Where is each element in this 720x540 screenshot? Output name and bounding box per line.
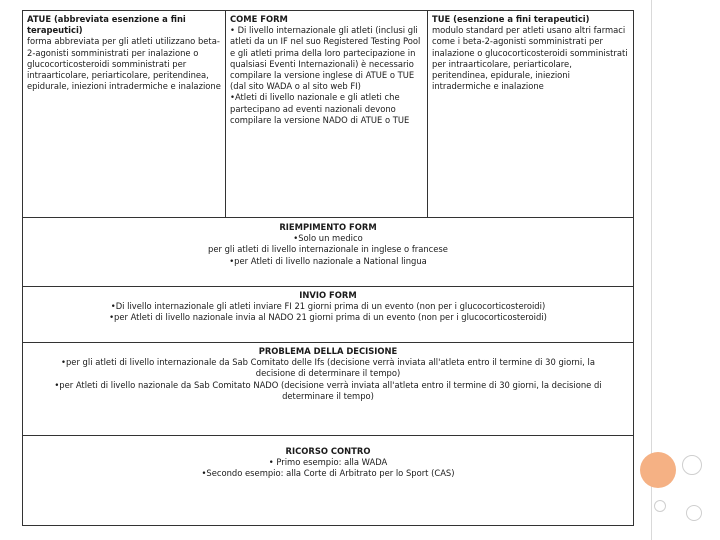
tue-body: modulo standard per atleti usano altri farmaci come i beta-2-agonisti somministrati per inalazione o glucocorticosteroidi somministrati per intraarticolare, periarticolare, peritendinea, epidurale, iniezioni intradermiche e inalazione: [432, 25, 628, 92]
decisione-line: •per gli atleti di livello internazionale da Sab Comitato delle Ifs (decisione verrà inviata all'atleta entro il termine di 30 giorni, la decisione di determinare il tempo): [61, 357, 595, 379]
decisione-cell: [23, 343, 633, 435]
invio-title: INVIO FORM: [299, 290, 357, 300]
form-types-row: [23, 11, 633, 218]
atue-body: forma abbreviata per gli atleti utilizzano beta-2-agonisti somministrati per inalazione o glucocorticosteroidi somministrati per intraarticolare, periarticolare, peritendinea, epidurale, iniezioni intradermiche e inalazione: [27, 36, 221, 92]
decorative-orange-circle: [640, 452, 676, 488]
invio-line: •per Atleti di livello nazionale invia al NADO 21 giorni prima di un evento (non per i glucocorticosteroidi): [109, 312, 547, 323]
riempimento-cell: [23, 218, 633, 286]
come-form-national: •Atleti di livello nazionale e gli atleti che partecipano ad eventi nazionali devono compilare la versione NADO di ATUE o TUE: [230, 92, 410, 125]
decisione-row: [23, 343, 633, 436]
tue-title: TUE (esenzione a fini terapeutici): [432, 14, 590, 24]
riempimento-line: •per Atleti di livello nazionale a National lingua: [229, 255, 427, 266]
riempimento-title: RIEMPIMENTO FORM: [279, 222, 377, 232]
decisione-line: •per Atleti di livello nazionale da Sab Comitato NADO (decisione verrà inviata all'atleta entro il termine di 30 giorni, la decisione di determinare il tempo): [54, 379, 602, 401]
ricorso-title: RICORSO CONTRO: [285, 446, 371, 456]
atue-title: ATUE (abbreviata esenzione a fini terapeutici): [27, 14, 186, 36]
riempimento-line: per gli atleti di livello internazionale in inglese o francese: [208, 244, 448, 255]
riempimento-line: •Solo un medico: [293, 233, 363, 244]
come-form-international: • Di livello internazionale gli atleti (inclusi gli atleti da un IF nel suo Registered Testing Pool e gli atleti prima della loro partecipazione in qualsiasi Eventi Internazionali) è necessario compilare la versione inglese di ATUE o TUE (dal sito WADA o al sito web FI): [230, 25, 421, 92]
atue-cell: [23, 11, 226, 217]
decisione-title: PROBLEMA DELLA DECISIONE: [258, 346, 398, 356]
invio-row: [23, 287, 633, 343]
decorative-ring: [682, 455, 702, 475]
invio-line: •Di livello internazionale gli atleti inviare FI 21 giorni prima di un evento (non per i glucocorticosteroidi): [110, 301, 546, 312]
tue-cell: [428, 11, 633, 217]
ricorso-line: • Primo esempio: alla WADA: [268, 457, 388, 468]
decorative-ring: [686, 505, 702, 521]
riempimento-row: [23, 218, 633, 287]
ricorso-cell: [23, 436, 633, 525]
invio-cell: [23, 287, 633, 342]
tue-info-table: [22, 10, 634, 526]
decorative-ring: [654, 500, 666, 512]
ricorso-row: [23, 436, 633, 525]
ricorso-line: •Secondo esempio: alla Corte di Arbitrato per lo Sport (CAS): [201, 468, 455, 479]
come-form-cell: [226, 11, 428, 217]
come-form-title: COME FORM: [230, 14, 288, 24]
